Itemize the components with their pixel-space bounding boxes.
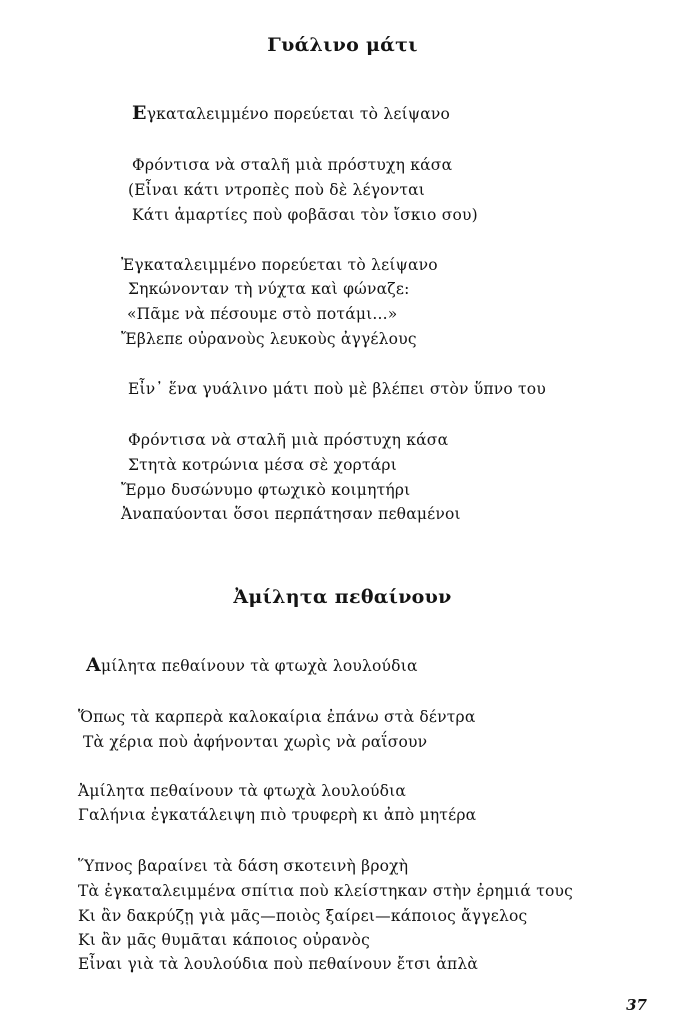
poem2-drop-initial: Α [86, 654, 101, 676]
poem1-title: Γυάλινο μάτι [267, 34, 418, 56]
page-number: 37 [626, 996, 647, 1014]
poem1-first-line-rest: γκαταλειμμένο πορεύεται τὸ λείψανο [146, 105, 451, 123]
poem2-first-line-rest: μίλητα πεθαίνουν τὰ φτωχὰ λουλούδια [100, 657, 418, 675]
poem2-line: Ἀμίλητα πεθαίνουν τὰ φτωχὰ λουλούδια [78, 782, 407, 800]
poem2-first-line [86, 654, 418, 676]
poem1-line: Φρόντισα νὰ σταλῆ μιὰ πρόστυχη κάσα [132, 156, 453, 174]
poem2-line: Τὰ χέρια ποὺ ἀφήνονται χωρὶς νὰ ραΐσουν [83, 733, 428, 751]
poem2-title: Ἀμίλητα πεθαίνουν [233, 586, 452, 608]
poem1-line: Κάτι ἁμαρτίες ποὺ φοβᾶσαι τὸν ἴσκιο σου) [132, 206, 478, 224]
poem1-line: Ἔβλεπε οὐρανοὺς λευκοὺς ἀγγέλους [121, 330, 417, 348]
poem1-line: Ἐγκαταλειμμένο πορεύεται τὸ λείψανο [121, 256, 438, 274]
poem2-line: Ὕπνος βαραίνει τὰ δάση σκοτεινὴ βροχὴ [78, 857, 409, 875]
poem1-line: Στητὰ κοτρώνια μέσα σὲ χορτάρι [128, 456, 398, 474]
poem2-line: Εἶναι γιὰ τὰ λουλούδια ποὺ πεθαίνουν ἔτσι ἁπλὰ [78, 955, 479, 973]
poem2-line: Κι ἂν δακρύζῃ γιὰ μᾶς—ποιὸς ξαίρει—κάποιος ἄγγελος [78, 907, 528, 925]
poem1-line: Εἶν᾿ ἕνα γυάλινο μάτι ποὺ μὲ βλέπει στὸν ὕπνο του [128, 380, 546, 398]
poem1-line: (Εἶναι κάτι ντροπὲς ποὺ δὲ λέγονται [128, 181, 426, 199]
poem1-line: «Πᾶμε νὰ πέσουμε στὸ ποτάμι...» [127, 305, 398, 323]
poem1-line: Ἀναπαύονται ὅσοι περπάτησαν πεθαμένοι [121, 505, 461, 523]
poem1-drop-initial: Ε [132, 102, 147, 124]
poem1-line: Ἔρμο δυσώνυμο φτωχικὸ κοιμητήρι [121, 481, 411, 499]
poem1-line: Σηκώνονταν τὴ νύχτα καὶ φώναζε: [128, 280, 410, 298]
poem1-first-line [132, 102, 450, 124]
poem2-line: Γαλήνια ἐγκατάλειψη πιὸ τρυφερὴ κι ἀπὸ μητέρα [78, 806, 477, 824]
poem2-line: Κι ἂν μᾶς θυμᾶται κάποιος οὐρανὸς [78, 931, 370, 949]
poem2-line: Ὅπως τὰ καρπερὰ καλοκαίρια ἐπάνω στὰ δέντρα [78, 708, 476, 726]
poem2-line: Τὰ ἐγκαταλειμμένα σπίτια ποὺ κλείστηκαν στὴν ἐρημιά τους [78, 882, 574, 900]
poem1-line: Φρόντισα νὰ σταλῆ μιὰ πρόστυχη κάσα [128, 431, 449, 449]
